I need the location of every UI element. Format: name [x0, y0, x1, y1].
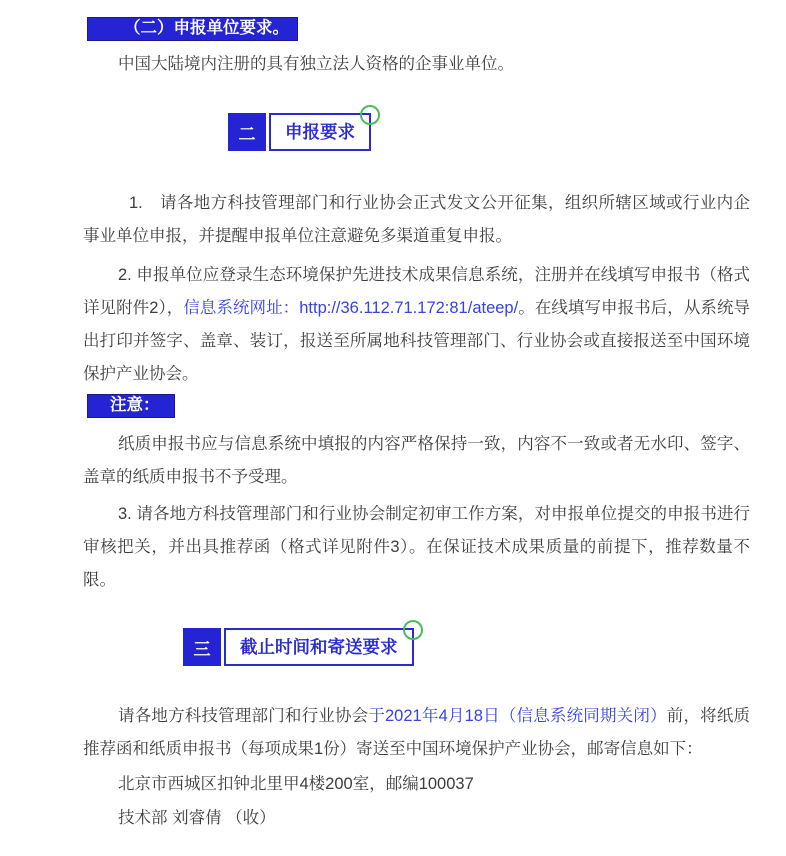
shape-anchor-icon	[403, 620, 423, 640]
deadline-text: 于2021年4月18日（信息系统同期关闭）	[368, 707, 667, 725]
intro-paragraph: 中国大陆境内注册的具有独立法人资格的企事业单位。	[118, 55, 514, 73]
sub-heading-line	[83, 17, 750, 41]
receiver-line: 技术部 刘睿倩 （收）	[118, 809, 276, 827]
info-system-link[interactable]: 信息系统网址：http://36.112.71.172:81/ateep/	[183, 299, 519, 317]
paragraph-2	[83, 259, 750, 391]
shape-anchor-icon	[360, 105, 380, 125]
section-2-number-box: 二	[228, 113, 266, 151]
paragraph-4-text-post: 前，将纸质推荐函和纸质申报书（每项成果1份）寄送至中国环境保护产业协会，邮寄信息如下：	[83, 707, 750, 758]
section-2-title-box	[269, 113, 371, 151]
address-line: 北京市西城区扣钟北里甲4楼200室，邮编100037	[118, 775, 474, 793]
section-2-title: 申报要求	[285, 122, 355, 142]
paragraph-4-text-pre: 请各地方科技管理部门和行业协会	[118, 707, 369, 725]
section-3-number-box: 三	[183, 628, 221, 666]
section-2-header	[228, 113, 750, 151]
section-3-header	[183, 628, 750, 666]
section-3-title: 截止时间和寄送要求	[240, 637, 398, 657]
sub-heading-highlight: （二）申报单位要求。	[87, 17, 298, 41]
paragraph-2-text-post: 。在线填写申报书后，从系统导出打印并签字、盖章、装订，报送至所属地科技管理部门、行业协会或直接报送至中国环境保护产业协会。	[83, 299, 751, 383]
paragraph-1: 1. 请各地方科技管理部门和行业协会正式发文公开征集，组织所辖区域或行业内企事业单位申报，并提醒申报单位注意避免多渠道重复申报。	[83, 194, 750, 245]
paragraph-2-text-pre: 2. 申报单位应登录生态环境保护先进技术成果信息系统，注册并在线填写申报书（格式详见附件2），	[83, 266, 750, 317]
section-3-title-box	[224, 628, 414, 666]
paragraph-3: 3. 请各地方科技管理部门和行业协会制定初审工作方案，对申报单位提交的申报书进行审核把关，并出具推荐函（格式详见附件3）。在保证技术成果质量的前提下，推荐数量不限。	[83, 505, 750, 589]
note-label-line	[83, 394, 750, 418]
note-label-highlight: 注意：	[87, 394, 175, 418]
paragraph-4	[83, 700, 750, 766]
note-paragraph: 纸质申报书应与信息系统中填报的内容严格保持一致，内容不一致或者无水印、签字、盖章的纸质申报书不予受理。	[83, 435, 750, 486]
